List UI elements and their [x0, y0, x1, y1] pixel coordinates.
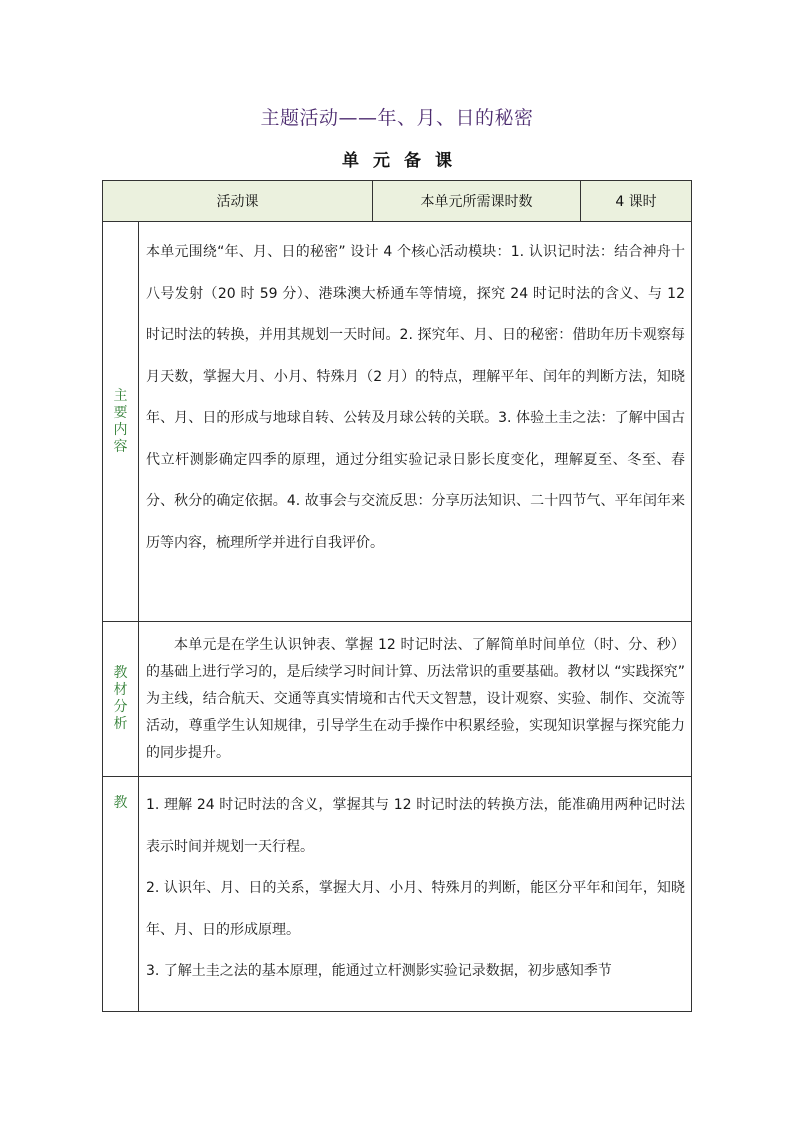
main-content-label	[103, 222, 139, 622]
main-content-label-text: 主要内容	[113, 387, 128, 455]
header-activity-type: 活动课	[103, 181, 373, 222]
goal-item: 3. 了解土圭之法的基本原理，能通过立杆测影实验记录数据，初步感知季节	[146, 963, 612, 979]
table-header-row	[103, 181, 692, 222]
main-content-row	[103, 222, 692, 622]
document-title: 主题活动——年、月、日的秘密	[260, 107, 534, 129]
goal-item: 2. 认识年、月、日的关系，掌握大月、小月、特殊月的判断，能区分平年和闰年，知晓年、月、日的形成原理。	[146, 880, 685, 938]
analysis-label-text: 教材分析	[113, 665, 128, 732]
analysis-text: 本单元是在学生认识钟表、掌握 12 时记时法、了解简单时间单位（时、分、秒）的基础上进行学习的，是后续学习时间计算、历法常识的重要基础。教材以 “实践探究” 为主线，结合航天、交通等真实情境和古代天文智慧，设计观察、实验、制作、交流等活动，尊重学生认知规律，引导学生在动手操作中积累经验，实现知识掌握与探究能力的同步提升。	[139, 622, 692, 777]
goals-label-text: 教	[113, 795, 128, 811]
main-content-text: 本单元围绕“年、月、日的秘密” 设计 4 个核心活动模块：1. 认识记时法：结合神舟十八号发射（20 时 59 分）、港珠澳大桥通车等情境，探究 24 时记时法的含义、与 12 时记时法的转换，并用其规划一天时间。2. 探究年、月、日的秘密：借助年历卡观察每月天数，掌握大月、小月、特殊月（2 月）的特点，理解平年、闰年的判断方法，知晓年、月、日的形成与地球自转、公转及月球公转的关联。3. 体验土圭之法：了解中国古代立杆测影确定四季的原理，通过分组实验记录日影长度变化，理解夏至、冬至、春分、秋分的确定依据。4. 故事会与交流反思：分享历法知识、二十四节气、平年闰年来历等内容，梳理所学并进行自我评价。	[139, 222, 692, 622]
analysis-row	[103, 622, 692, 777]
header-hours-label: 本单元所需课时数	[373, 181, 581, 222]
document-subtitle: 单元备课	[342, 151, 466, 171]
header-hours-value: 4 课时	[581, 181, 692, 222]
goals-content	[139, 777, 692, 1012]
goals-label	[103, 777, 139, 1012]
analysis-label	[103, 622, 139, 777]
lesson-plan-table	[102, 180, 692, 1012]
goals-row	[103, 777, 692, 1012]
goal-item: 1. 理解 24 时记时法的含义，掌握其与 12 时记时法的转换方法，能准确用两种记时法表示时间并规划一天行程。	[146, 797, 685, 855]
